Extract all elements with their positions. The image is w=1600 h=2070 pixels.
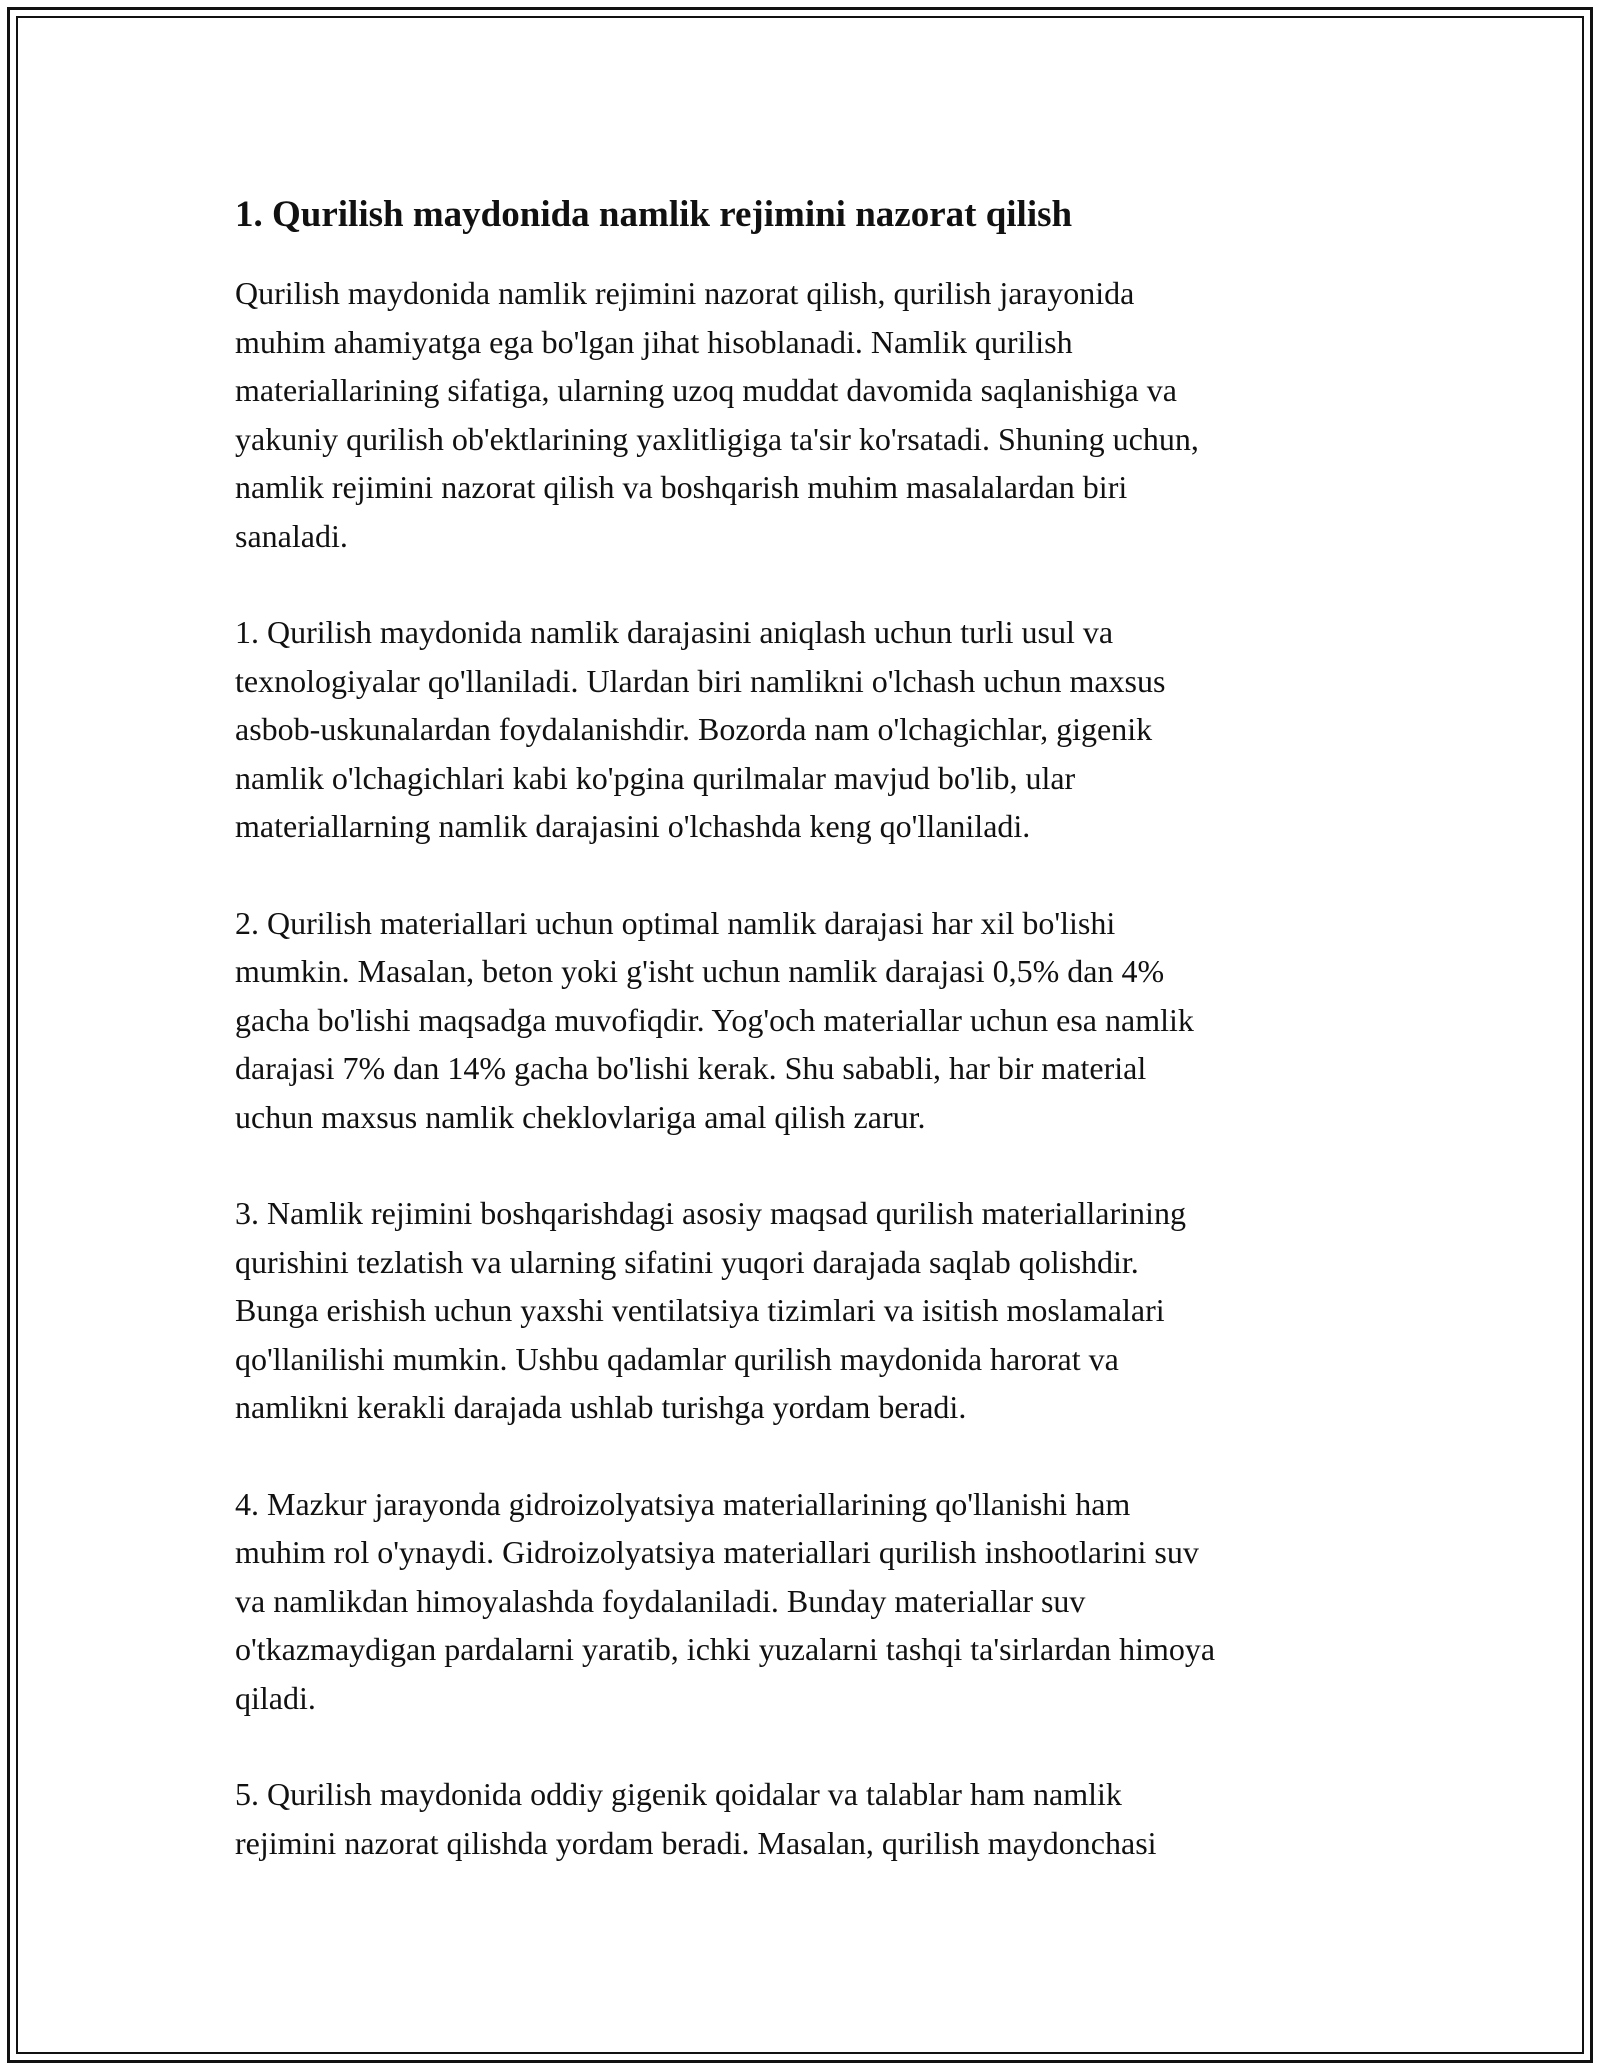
section-heading: 1. Qurilish maydonida namlik rejimini nazorat qilish [235,194,1073,235]
paragraph-point-1: 1. Qurilish maydonida namlik darajasini aniqlash uchun turli usul va texnologiyalar qo'llaniladi. Ulardan biri namlikni o'lchash uchun maxsus asbob-uskunalardan foydalanishdir. Bozorda nam o'lchagichlar, gigenik namlik o'lchagichlari kabi ko'pgina qurilmalar mavjud bo'lib, ular materiallarning namlik darajasini o'lchashda keng qo'llaniladi. [235,614,1166,844]
paragraph-point-4: 4. Mazkur jarayonda gidroizolyatsiya materiallarining qo'llanishi ham muhim rol o'ynaydi. Gidroizolyatsiya materiallari qurilish inshootlarini suv va namlikdan himoyalashda foydalaniladi. Bunday materiallar suv o'tkazmaydigan pardalarni yaratib, ichki yuzalarni tashqi ta'sirlardan himoya qiladi. [235,1485,1216,1716]
paragraph-point-3: 3. Namlik rejimini boshqarishdagi asosiy maqsad qurilish materiallarining qurishini tezlatish va ularning sifatini yuqori darajada saqlab qolishdir. Bunga erishish uchun yaxshi ventilatsiya tizimlari va isitish moslamalari qo'llanilishi mumkin. Ushbu qadamlar qurilish maydonida harorat va namlikni kerakli darajada ushlab turishga yordam beradi. [235,1195,1186,1425]
paragraph-point-5: 5. Qurilish maydonida oddiy gigenik qoidalar va talablar ham namlik rejimini nazorat qilishda yordam beradi. Masalan, qurilish maydonchasi [235,1776,1157,1861]
document-body [235,187,1365,1915]
paragraph-point-2: 2. Qurilish materiallari uchun optimal namlik darajasi har xil bo'lishi mumkin. Masalan, beton yoki g'isht uchun namlik darajasi 0,5% dan 4% gacha bo'lishi maqsadga muvofiqdir. Yog'och materiallar uchun esa namlik darajasi 7% dan 14% gacha bo'lishi kerak. Shu sababli, har bir material uchun maxsus namlik cheklovlariga amal qilish zarur. [235,904,1194,1135]
intro-paragraph: Qurilish maydonida namlik rejimini nazorat qilish, qurilish jarayonida muhim ahamiyatga ega bo'lgan jihat hisoblanadi. Namlik qurilish materiallarining sifatiga, ularning uzoq muddat davomida saqlanishiga va yakuniy qurilish ob'ektlarining yaxlitligiga ta'sir ko'rsatadi. Shuning uchun, namlik rejimini nazorat qilish va boshqarish muhim masalalardan biri sanaladi. [235,275,1199,554]
